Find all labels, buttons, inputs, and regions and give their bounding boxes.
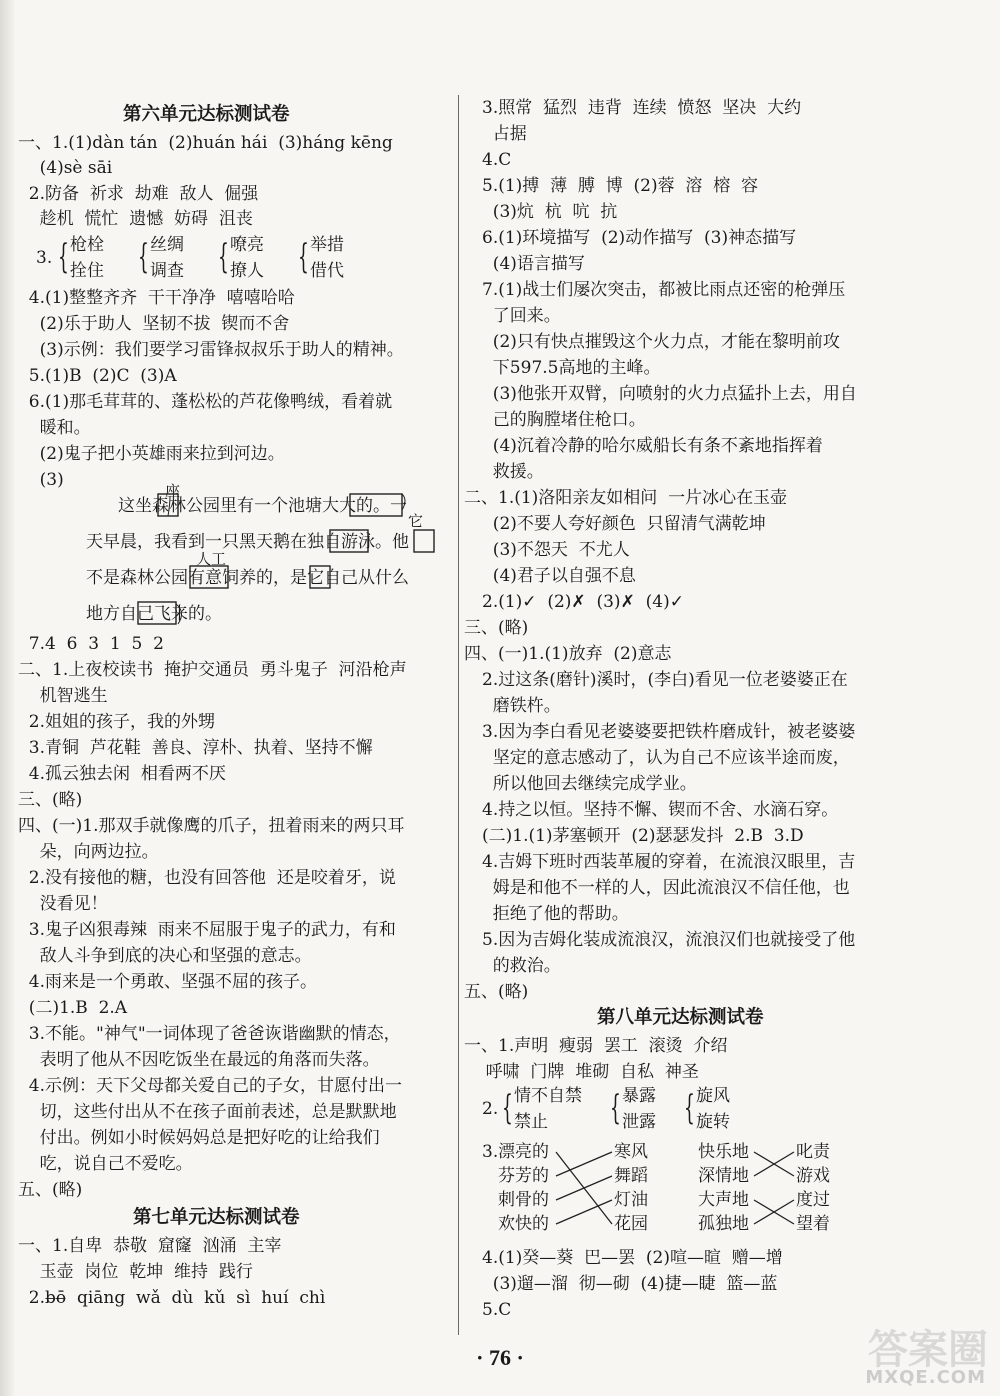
answer-line: (3)炕 杭 吭 抗 bbox=[482, 202, 618, 222]
pair-word: 调查 bbox=[150, 261, 184, 281]
answer-line: 3.青铜 芦花鞋 善良、淳朴、执着、坚持不懈 bbox=[18, 738, 373, 758]
brace-icon: { bbox=[58, 237, 69, 277]
answer-line: 一、1.声明 瘦弱 罢工 滚烫 介绍 bbox=[464, 1036, 728, 1056]
pair-word: 嘹亮 bbox=[230, 235, 264, 255]
brace-icon: { bbox=[298, 237, 309, 277]
answer-line: 四、(一)1.(1)放弃 (2)意志 bbox=[464, 644, 672, 664]
answer-line: 7.(1)战士们屡次突击，都被比雨点还密的枪弹压 bbox=[482, 280, 846, 300]
answer-line: 付出。例如小时候妈妈总是把好吃的让给我们 bbox=[18, 1128, 380, 1148]
answer-line: 4.示例：天下父母都关爱自己的子女，甘愿付出一 bbox=[18, 1076, 403, 1096]
answer-line: 所以他回去继续完成学业。 bbox=[482, 774, 697, 794]
answer-line: 5.因为吉姆化装成流浪汉，流浪汉们也就接受了他 bbox=[482, 930, 856, 950]
unit8-q2-pairs bbox=[482, 1084, 922, 1136]
match-word: 芬芳的 bbox=[498, 1166, 549, 1186]
pair-word: 枪栓 bbox=[70, 235, 104, 255]
answer-line: 5.(1)搏 薄 膊 博 (2)蓉 溶 榕 容 bbox=[482, 176, 759, 196]
answer-line: 一、1.(1)dàn tán (2)huán hái (3)háng kēng bbox=[18, 133, 393, 153]
q3-number: 3. bbox=[36, 248, 53, 268]
answer-line: 拒绝了他的帮助。 bbox=[482, 904, 629, 924]
answer-line: 没看见！ bbox=[18, 894, 108, 914]
answer-line: 4.(1)癸—葵 巴—罢 (2)喧—暄 赠—增 bbox=[482, 1248, 783, 1268]
answer-line: 4.C bbox=[482, 150, 512, 170]
answer-line: 玉壶 岗位 乾坤 维持 践行 bbox=[18, 1262, 253, 1282]
answer-line: 7.4 6 3 1 5 2 bbox=[18, 634, 164, 654]
answer-line: 五、(略) bbox=[18, 1180, 83, 1200]
answer-line: 二、1.上夜校读书 掩护交通员 勇斗鬼子 河沿枪声 bbox=[18, 660, 407, 680]
page-number: · 76 · bbox=[476, 1345, 524, 1370]
answer-line: 2.没有接他的糖，也没有回答他 还是咬着牙，说 bbox=[18, 868, 396, 888]
answer-line: 四、(一)1.那双手就像鹰的爪子，扭着雨来的两只耳 bbox=[18, 816, 405, 836]
pair-word: 借代 bbox=[310, 261, 344, 281]
answer-line: 4.(1)整整齐齐 干干净净 嘻嘻哈哈 bbox=[18, 288, 295, 308]
answer-line: 三、(略) bbox=[464, 618, 529, 638]
match-word: 欢快的 bbox=[498, 1214, 549, 1234]
answer-line: (2)不要人夸好颜色 只留清气满乾坤 bbox=[482, 514, 766, 534]
watermark-logo bbox=[862, 1318, 992, 1388]
proofreading-marks bbox=[18, 480, 458, 630]
watermark-cn: 答案圈 bbox=[868, 1327, 988, 1373]
answer-line: 的救治。 bbox=[482, 956, 561, 976]
answer-line: 己的胸膛堵住枪口。 bbox=[482, 410, 646, 430]
answer-line: 3.因为李白看见老婆婆要把铁杵磨成针，被老婆婆 bbox=[482, 722, 856, 742]
match-word: 舞蹈 bbox=[614, 1166, 648, 1186]
match-word: 寒风 bbox=[614, 1142, 648, 1162]
pair-word: 拴住 bbox=[70, 261, 104, 281]
match-word: 刺骨的 bbox=[498, 1190, 549, 1210]
answer-line: 5.(1)B (2)C (3)A bbox=[18, 366, 177, 386]
pair-word: 旋转 bbox=[696, 1112, 730, 1132]
proofreading-passage bbox=[18, 480, 458, 630]
answer-line: (2)鬼子把小英雄雨来拉到河边。 bbox=[18, 444, 285, 464]
answer-line: (二)1.B 2.A bbox=[18, 998, 128, 1018]
answer-line: (2)只有快点摧毁这个火力点，才能在黎明前攻 bbox=[482, 332, 840, 352]
insertion-mark: 它 bbox=[408, 512, 424, 530]
answer-line: 表明了他从不因吃饭坐在最远的角落而失落。 bbox=[18, 1050, 380, 1070]
pair-word: 泄露 bbox=[622, 1112, 656, 1132]
match-word: 快乐地 bbox=[698, 1142, 749, 1162]
answer-line: 3.鬼子凶狠毒辣 雨来不屈服于鬼子的武力，有和 bbox=[18, 920, 396, 940]
brace-icon: { bbox=[138, 237, 149, 277]
answer-line: 3.照常 猛烈 违背 连续 愤怒 坚决 大约 bbox=[482, 98, 802, 118]
answer-line: (二)1.(1)茅塞顿开 (2)瑟瑟发抖 2.B 3.D bbox=[482, 826, 804, 846]
unit8-q3-matching bbox=[482, 1140, 922, 1244]
page-binding-edge bbox=[0, 0, 14, 1396]
matching-lines bbox=[482, 1140, 922, 1244]
answer-line: 5.C bbox=[482, 1300, 512, 1320]
answer-line: (2)乐于助人 坚韧不拔 锲而不舍 bbox=[18, 314, 290, 334]
match-word: 深情地 bbox=[698, 1166, 749, 1186]
unit6-q3-pairs bbox=[18, 233, 458, 285]
passage-line: 不是森林公园有意饲养的，是它自己从什么 bbox=[86, 568, 409, 588]
answer-line: 救援。 bbox=[482, 462, 544, 482]
answer-line: 6.(1)环境描写 (2)动作描写 (3)神态描写 bbox=[482, 228, 797, 248]
passage-line: 天早晨，我看到一只黑天鹅在独自游泳。他 bbox=[86, 532, 409, 552]
pair-word: 禁止 bbox=[514, 1112, 548, 1132]
pair-word: 暴露 bbox=[622, 1086, 656, 1106]
answer-line: (4)君子以自强不息 bbox=[482, 566, 636, 586]
passage-line: 地方自己飞来的。 bbox=[86, 604, 222, 624]
brace-icon: { bbox=[610, 1088, 621, 1128]
pair-word: 举措 bbox=[310, 235, 344, 255]
unit8-title: 第八单元达标测试卷 bbox=[597, 1007, 764, 1028]
answer-line: 机智逃生 bbox=[18, 686, 108, 706]
column-divider bbox=[458, 95, 459, 1335]
answer-line: 姆是和他不一样的人，因此流浪汉不信任他，也 bbox=[482, 878, 850, 898]
brace-icon: { bbox=[218, 237, 229, 277]
answer-line: 五、(略) bbox=[464, 982, 529, 1002]
answer-line: 磨铁杵。 bbox=[482, 696, 561, 716]
match-word: 望着 bbox=[796, 1214, 830, 1234]
answer-line: 坚定的意志感动了，认为自己不应该半途而废， bbox=[482, 748, 850, 768]
pair-word: 撩人 bbox=[230, 261, 264, 281]
answer-line: 6.(1)那毛茸茸的、蓬松松的芦花像鸭绒，看着就 bbox=[18, 392, 393, 412]
unit6-title: 第六单元达标测试卷 bbox=[123, 104, 290, 125]
answer-line: (4)语言描写 bbox=[482, 254, 585, 274]
answer-line: (4)沉着冷静的哈尔威船长有条不紊地指挥着 bbox=[482, 436, 823, 456]
answer-line: (3)示例：我们要学习雷锋叔叔乐于助人的精神。 bbox=[18, 340, 404, 360]
answer-line: (3)遛—溜 彻—砌 (4)捷—睫 篮—蓝 bbox=[482, 1274, 778, 1294]
q3-number: 3. bbox=[482, 1142, 499, 1162]
answer-line: 2.姐姐的孩子，我的外甥 bbox=[18, 712, 216, 732]
answer-line: 三、(略) bbox=[18, 790, 83, 810]
insertion-mark: 座 bbox=[165, 482, 181, 500]
answer-line: (4)sè sāi bbox=[18, 158, 113, 178]
pair-word: 旋风 bbox=[696, 1086, 730, 1106]
passage-line: 这坐森林公园里有一个池塘大大的。一 bbox=[118, 496, 407, 516]
answer-line: 一、1.自卑 恭敬 窟窿 汹涌 主宰 bbox=[18, 1236, 282, 1256]
answer-line: 趁机 慌忙 遗憾 妨碍 沮丧 bbox=[18, 209, 253, 229]
answer-line: (3) bbox=[18, 470, 64, 490]
watermark-en: MXQE.COM bbox=[865, 1367, 986, 1388]
match-word: 孤独地 bbox=[698, 1214, 749, 1234]
match-word: 大声地 bbox=[698, 1190, 749, 1210]
answer-line: 2.b̶ō̶ qiāng wǎ dù kǔ sì huí chì bbox=[18, 1288, 326, 1308]
answer-line: 吃，说自己不爱吃。 bbox=[18, 1154, 193, 1174]
match-word: 游戏 bbox=[796, 1166, 830, 1186]
answer-line: 2.防备 祈求 劫难 敌人 倔强 bbox=[18, 184, 259, 204]
match-word: 漂亮的 bbox=[498, 1142, 549, 1162]
q2-number: 2. bbox=[482, 1099, 499, 1119]
answer-line: 朵，向两边拉。 bbox=[18, 842, 159, 862]
pair-word: 丝绸 bbox=[150, 235, 184, 255]
answer-line: 2.过这条(磨针)溪时，(李白)看见一位老婆婆正在 bbox=[482, 670, 848, 690]
answer-line: 3.不能。"神气"一词体现了爸爸诙谐幽默的情态， bbox=[18, 1024, 401, 1044]
answer-line: (3)不怨天 不尤人 bbox=[482, 540, 630, 560]
answer-line: (3)他张开双臂，向喷射的火力点猛扑上去，用自 bbox=[482, 384, 857, 404]
answer-line: 二、1.(1)洛阳亲友如相问 一片冰心在玉壶 bbox=[464, 488, 788, 508]
unit7-title: 第七单元达标测试卷 bbox=[133, 1207, 300, 1228]
brace-icon: { bbox=[684, 1088, 695, 1128]
answer-line: 下597.5高地的主峰。 bbox=[482, 358, 661, 378]
answer-line: 敌人斗争到底的决心和坚强的意志。 bbox=[18, 946, 312, 966]
insertion-mark: 人工 bbox=[196, 550, 227, 568]
match-word: 叱责 bbox=[796, 1142, 830, 1162]
answer-line: 切，这些付出从不在孩子面前表述，总是默默地 bbox=[18, 1102, 397, 1122]
match-word: 花园 bbox=[614, 1214, 648, 1234]
answer-line: 4.吉姆下班时西装革履的穿着，在流浪汉眼里，吉 bbox=[482, 852, 856, 872]
answer-line: 4.雨来是一个勇敢、坚强不屈的孩子。 bbox=[18, 972, 318, 992]
brace-icon: { bbox=[502, 1088, 513, 1128]
answer-line: 4.持之以恒。坚持不懈、锲而不舍、水滴石穿。 bbox=[482, 800, 839, 820]
pair-word: 情不自禁 bbox=[514, 1086, 582, 1106]
answer-line: 呼啸 门牌 堆砌 自私 神圣 bbox=[464, 1062, 699, 1082]
match-word: 度过 bbox=[796, 1190, 830, 1210]
answer-line: 4.孤云独去闲 相看两不厌 bbox=[18, 764, 226, 784]
answer-line: 了回来。 bbox=[482, 306, 561, 326]
answer-line: 占据 bbox=[482, 124, 527, 144]
match-word: 灯油 bbox=[614, 1190, 648, 1210]
answer-line: 2.(1)✓ (2)✗ (3)✗ (4)✓ bbox=[482, 592, 684, 612]
answer-line: 暖和。 bbox=[18, 418, 91, 438]
